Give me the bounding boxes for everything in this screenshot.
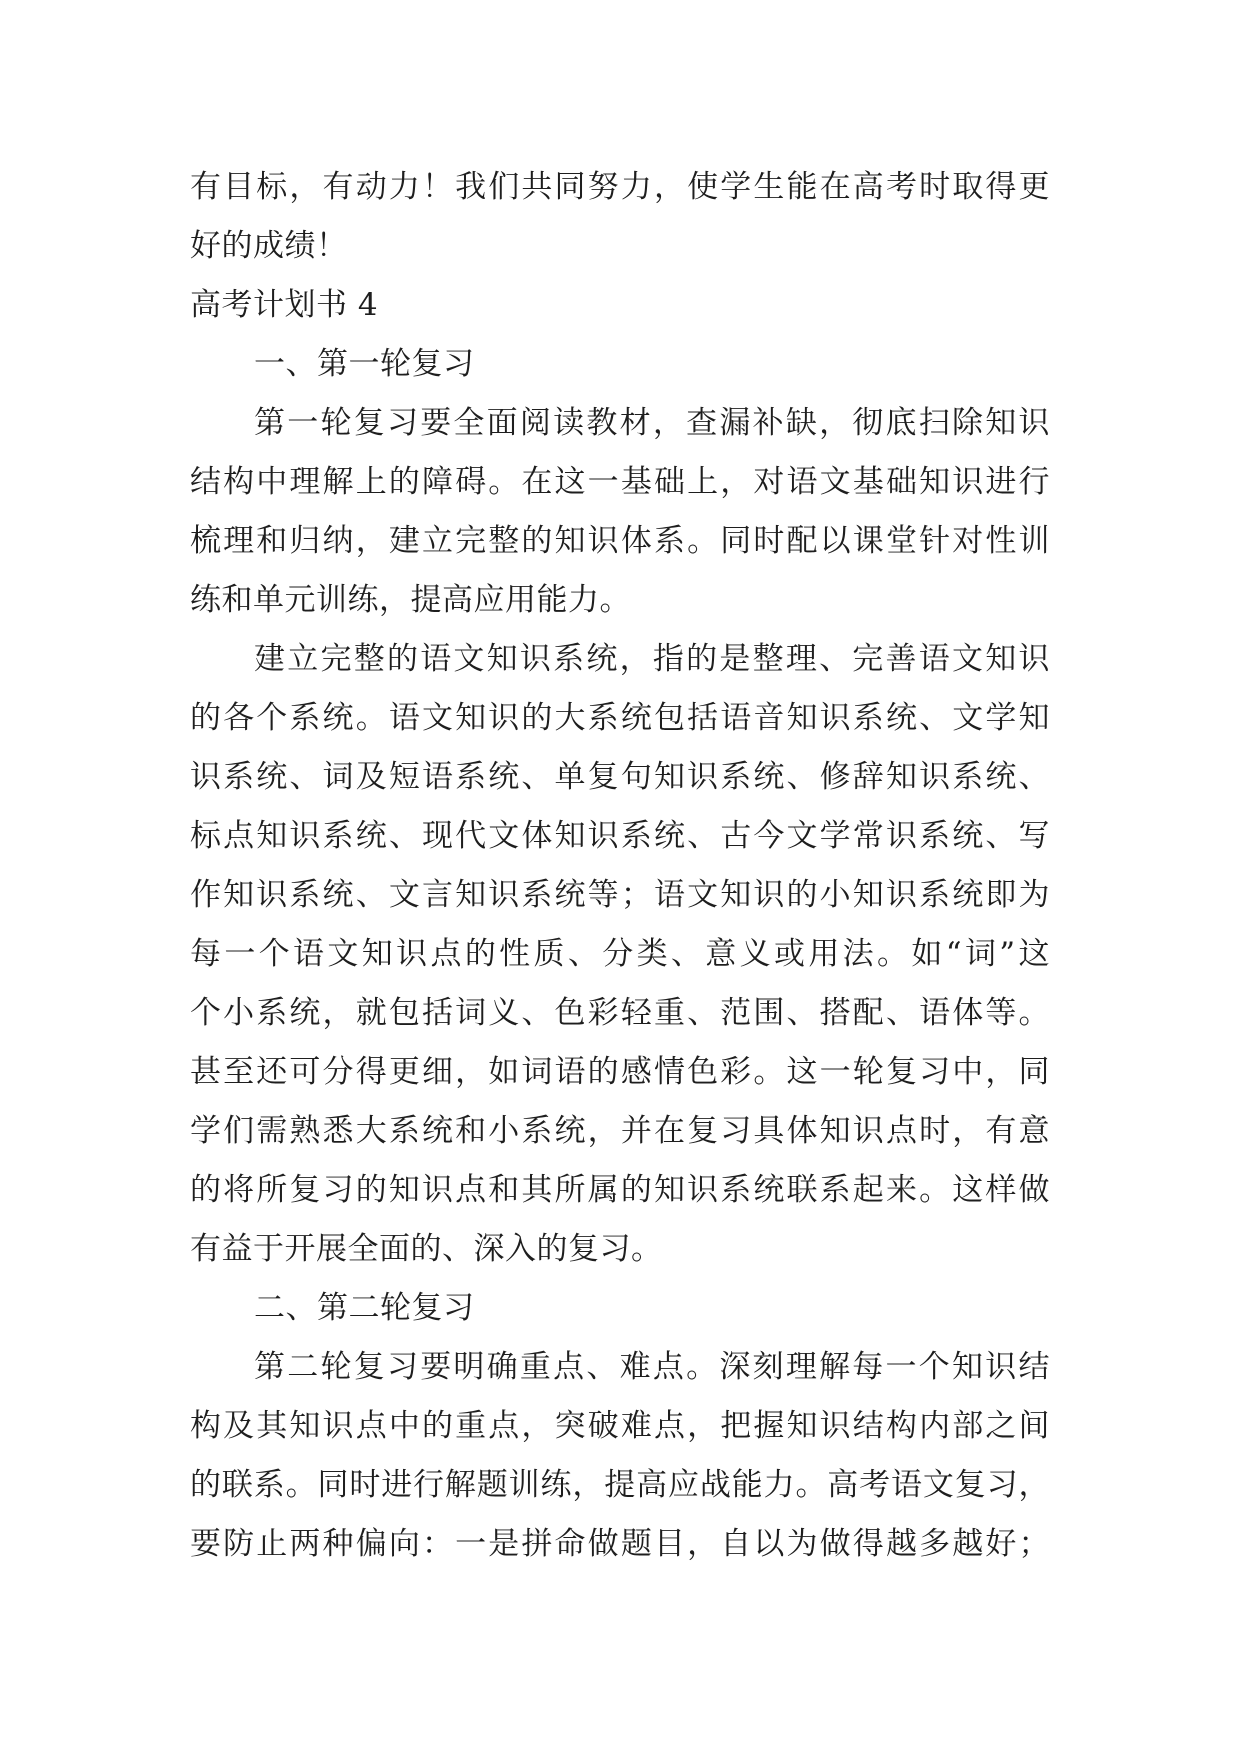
text-line: 作知识系统、文言知识系统等；语文知识的小知识系统即为 (190, 877, 1050, 913)
text-line: 有益于开展全面的、深入的复习。 (190, 1231, 663, 1267)
text-line: 标点知识系统、现代文体知识系统、古今文学常识系统、写 (190, 818, 1050, 854)
text-line: 构及其知识点中的重点，突破难点，把握知识结构内部之间 (190, 1408, 1050, 1444)
text-line: 甚至还可分得更细，如词语的感情色彩。这一轮复习中，同 (190, 1054, 1050, 1090)
text-line: 第二轮复习要明确重点、难点。深刻理解每一个知识结 (254, 1349, 1050, 1385)
text-line: 建立完整的语文知识系统，指的是整理、完善语文知识 (254, 641, 1050, 677)
text-line: 第一轮复习要全面阅读教材，查漏补缺，彻底扫除知识 (254, 405, 1050, 441)
text-line: 的联系。同时进行解题训练，提高应战能力。高考语文复习， (190, 1467, 1050, 1503)
text-line: 梳理和归纳，建立完整的知识体系。同时配以课堂针对性训 (190, 523, 1050, 559)
document-body (190, 158, 1050, 1574)
text-line: 结构中理解上的障碍。在这一基础上，对语文基础知识进行 (190, 464, 1050, 500)
text-line: 有目标，有动力！我们共同努力，使学生能在高考时取得更 (190, 169, 1050, 205)
text-line: 练和单元训练，提高应用能力。 (190, 582, 631, 618)
section-title: 高考计划书 4 (190, 287, 379, 323)
section-heading: 二、第二轮复习 (254, 1290, 475, 1326)
text-line: 识系统、词及短语系统、单复句知识系统、修辞知识系统、 (190, 759, 1050, 795)
text-line: 好的成绩！ (190, 228, 348, 264)
text-line: 学们需熟悉大系统和小系统，并在复习具体知识点时，有意 (190, 1113, 1050, 1149)
text-line: 每一个语文知识点的性质、分类、意义或用法。如“词”这 (190, 936, 1050, 972)
text-line: 的各个系统。语文知识的大系统包括语音知识系统、文学知 (190, 700, 1050, 736)
section-heading: 一、第一轮复习 (254, 346, 475, 382)
text-line: 的将所复习的知识点和其所属的知识系统联系起来。这样做 (190, 1172, 1050, 1208)
text-line: 个小系统，就包括词义、色彩轻重、范围、搭配、语体等。 (190, 995, 1050, 1031)
text-line: 要防止两种偏向：一是拼命做题目，自以为做得越多越好； (190, 1526, 1050, 1562)
